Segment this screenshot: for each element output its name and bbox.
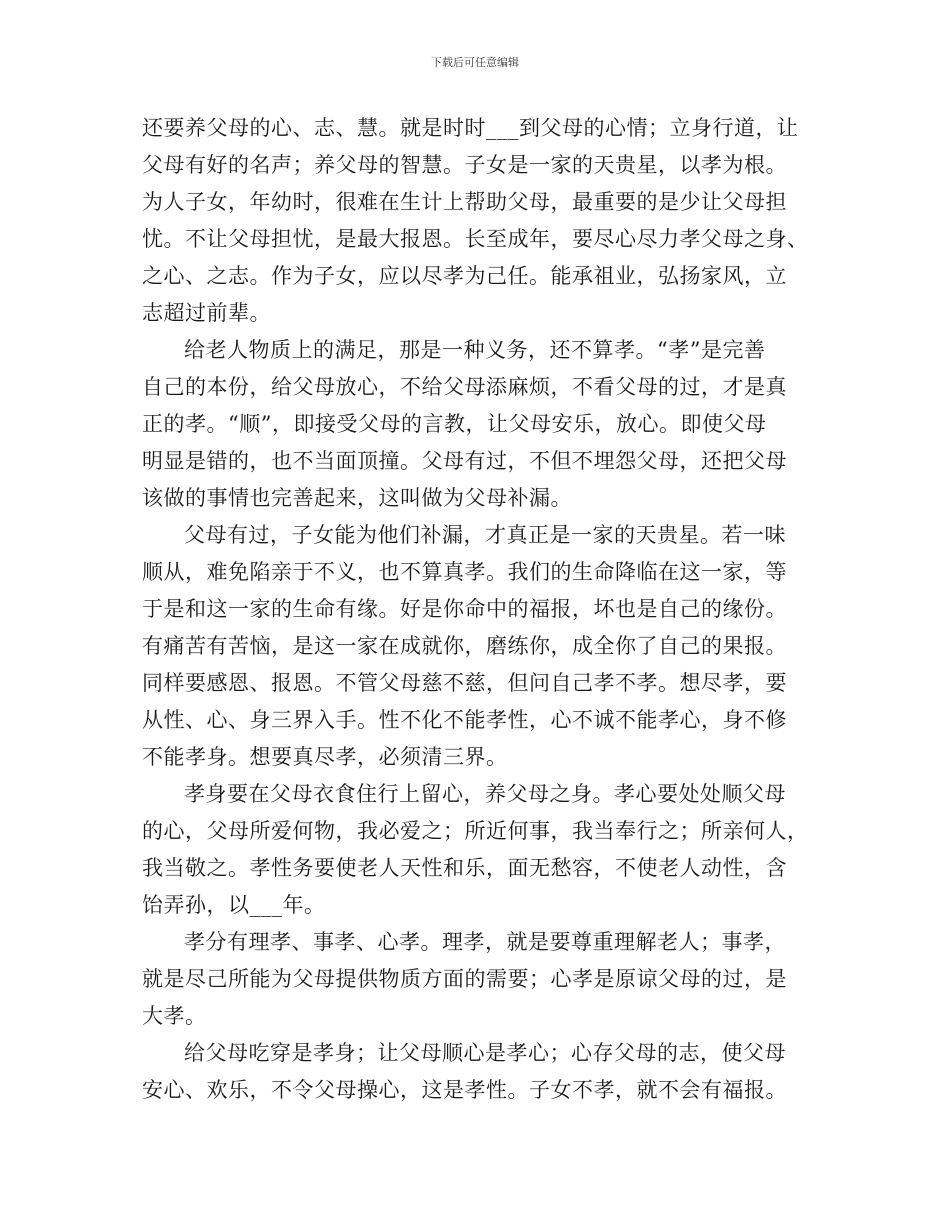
text-line: 给老人物质上的满足，那是一种义务，还不算孝。“孝”是完善 xyxy=(184,338,766,362)
text-line: 还要养父母的心、志、慧。就是时时___到父母的心情；立身行道，让 xyxy=(142,116,799,140)
text-line: 孝身要在父母衣食住行上留心，养父母之身。孝心要处处顺父母 xyxy=(184,782,786,806)
text-line: 志超过前辈。 xyxy=(142,301,271,325)
document-body xyxy=(142,110,814,1109)
text-line: 就是尽己所能为父母提供物质方面的需要；心孝是原谅父母的过，是 xyxy=(142,967,787,991)
text-line: 父母有好的名声；养父母的智慧。子女是一家的天贵星，以孝为根。 xyxy=(142,153,787,177)
text-line: 安心、欢乐，不令父母操心，这是孝性。子女不孝，就不会有福报。 xyxy=(142,1078,787,1102)
paragraph xyxy=(142,1035,814,1109)
text-line: 我当敬之。孝性务要使老人天性和乐，面无愁容，不使老人动性，含 xyxy=(142,856,787,880)
paragraph xyxy=(142,517,814,776)
page-header: 下载后可任意编辑 xyxy=(431,56,519,69)
paragraph xyxy=(142,924,814,1035)
text-line: 为人子女，年幼时，很难在生计上帮助父母，最重要的是少让父母担 xyxy=(142,190,787,214)
text-line: 顺从，难免陷亲于不义，也不算真孝。我们的生命降临在这一家，等 xyxy=(142,560,787,584)
paragraph xyxy=(142,776,814,924)
text-line: 忧。不让父母担忧，是最大报恩。长至成年，要尽心尽力孝父母之身、 xyxy=(142,227,809,251)
text-line: 给父母吃穿是孝身；让父母顺心是孝心；心存父母的志，使父母 xyxy=(184,1041,786,1065)
text-line: 孝分有理孝、事孝、心孝。理孝，就是要尊重理解老人；事孝， xyxy=(184,930,786,954)
text-line: 明显是错的，也不当面顶撞。父母有过，不但不埋怨父母，还把父母 xyxy=(142,449,787,473)
text-line: 正的孝。“顺”，即接受父母的言教，让父母安乐，放心。即使父母 xyxy=(142,412,767,436)
text-line: 的心，父母所爱何物，我必爱之；所近何事，我当奉行之；所亲何人， xyxy=(142,819,809,843)
text-line: 父母有过，子女能为他们补漏，才真正是一家的天贵星。若一味 xyxy=(184,523,786,547)
text-line: 该做的事情也完善起来，这叫做为父母补漏。 xyxy=(142,486,572,510)
paragraph xyxy=(142,332,814,517)
text-line: 自己的本份，给父母放心，不给父母添麻烦，不看父母的过，才是真 xyxy=(142,375,787,399)
text-line: 饴弄孙，以___年。 xyxy=(142,893,326,917)
text-line: 于是和这一家的生命有缘。好是你命中的福报，坏也是自己的缘份。 xyxy=(142,597,787,621)
text-line: 同样要感恩、报恩。不管父母慈不慈，但问自己孝不孝。想尽孝，要 xyxy=(142,671,787,695)
text-line: 从性、心、身三界入手。性不化不能孝性，心不诚不能孝心，身不修 xyxy=(142,708,787,732)
text-line: 有痛苦有苦恼，是这一家在成就你，磨练你，成全你了自己的果报。 xyxy=(142,634,787,658)
text-line: 之心、之志。作为子女，应以尽孝为己任。能承祖业，弘扬家风，立 xyxy=(142,264,787,288)
text-line: 不能孝身。想要真尽孝，必须清三界。 xyxy=(142,745,508,769)
text-line: 大孝。 xyxy=(142,1004,207,1028)
paragraph xyxy=(142,110,814,332)
